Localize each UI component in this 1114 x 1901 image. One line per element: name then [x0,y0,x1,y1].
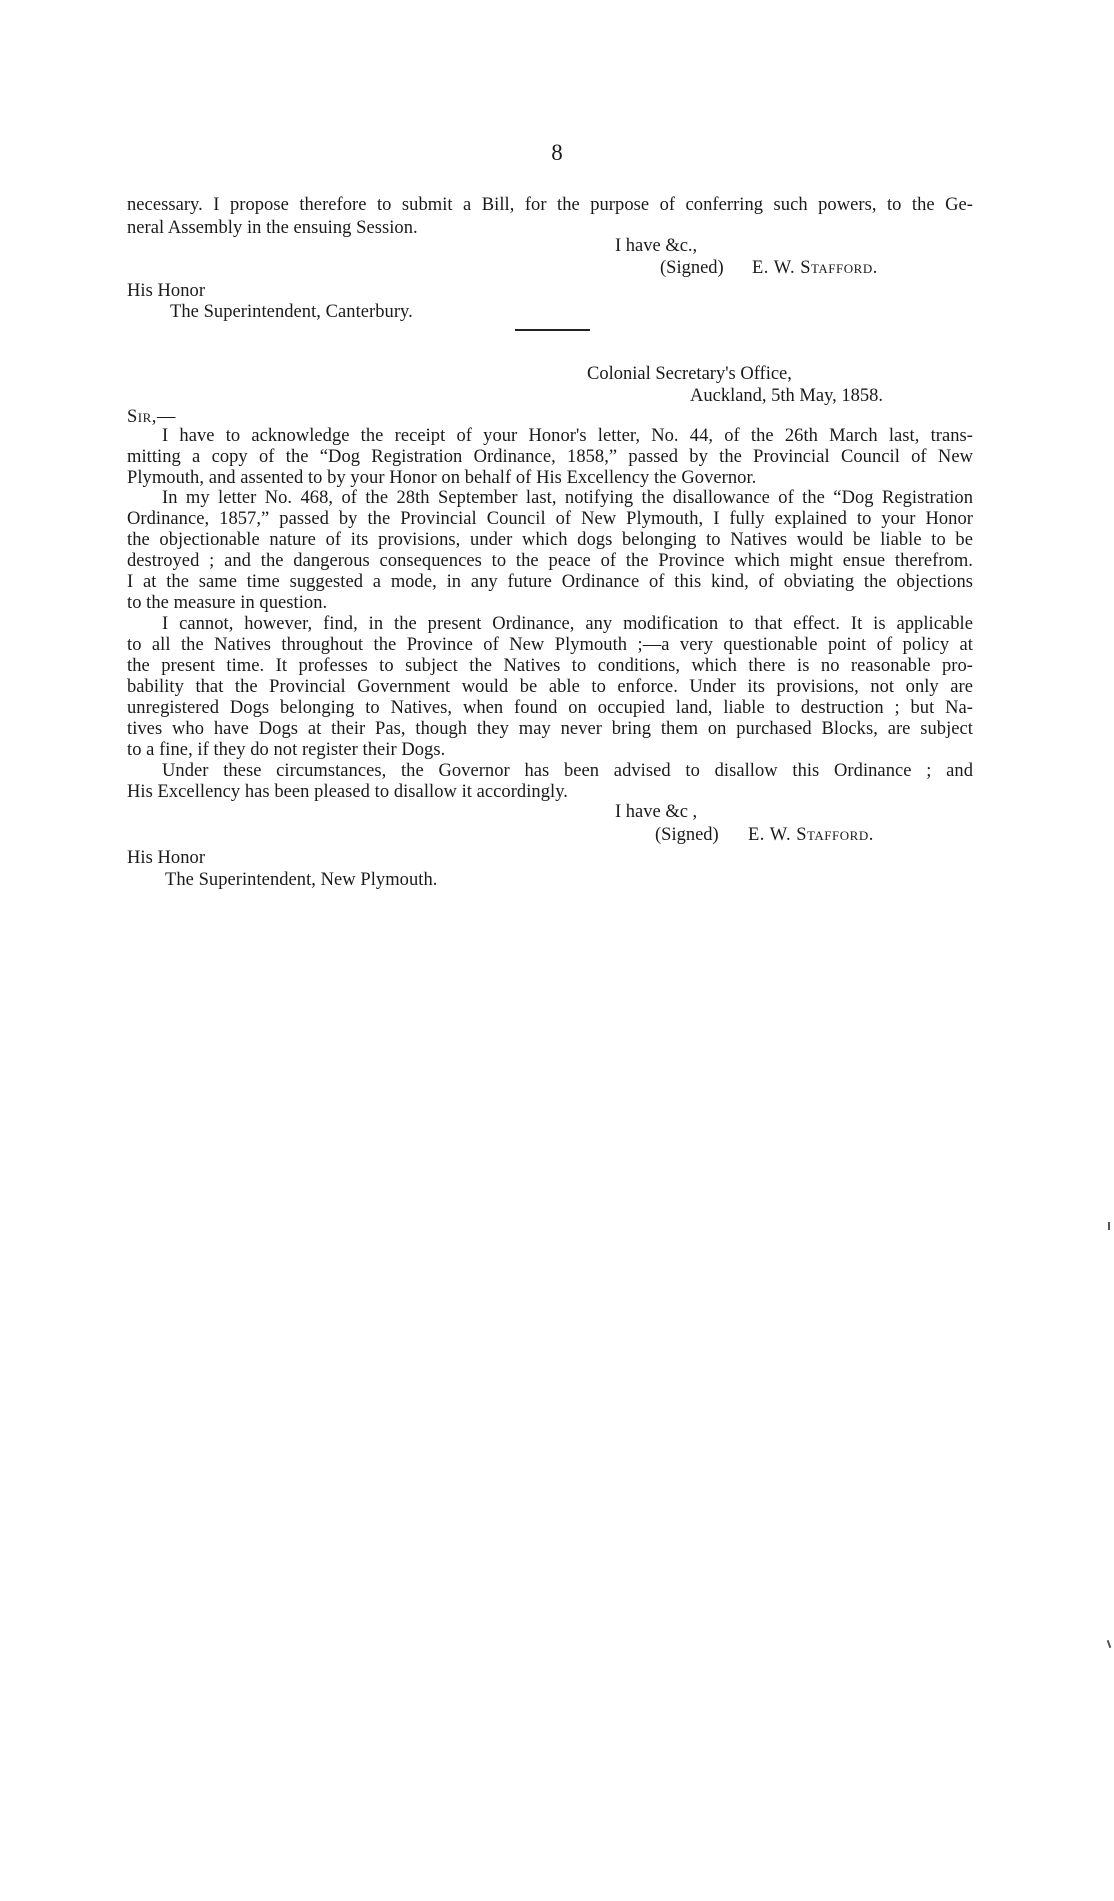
letter2-para3-line: tives who have Dogs at their Pas, though they may never bring them on purchased Blocks, are subject [127,719,973,739]
letter2-para2-line: the objectionable nature of its provisions, under which dogs belonging to Natives would be liable to be [127,530,973,550]
letter2-salutation: Sir,— [127,407,176,427]
letter2-para3-line: bability that the Provincial Government would be able to enforce. Under its provisions, not only are [127,677,973,697]
letter1-body-line: neral Assembly in the ensuing Session. [127,218,418,238]
letter1-addressee-title: His Honor [127,281,206,301]
letter2-addressee: The Superintendent, New Plymouth. [165,870,438,890]
letter2-para2-line: I at the same time suggested a mode, in any future Ordinance of this kind, of obviating the objections [127,572,973,592]
letter2-para2-line: to the measure in question. [127,593,328,613]
letter2-para2-line: destroyed ; and the dangerous consequences to the peace of the Province which might ensue therefrom. [127,551,973,571]
letter2-para3-line: to a fine, if they do not register their Dogs. [127,740,446,760]
letter1-signed-label: (Signed) [660,258,724,278]
letter2-para3-line: I cannot, however, find, in the present Ordinance, any modification to that effect. It is applicable [162,614,973,634]
letter2-para3-line: to all the Natives throughout the Province of New Plymouth ;—a very questionable point of policy at [127,635,973,655]
letter2-addressee-title: His Honor [127,848,206,868]
section-divider [515,329,590,331]
letter1-closing: I have &c., [615,236,698,256]
scan-mark [1108,1222,1110,1230]
letter1-signature: E. W. Stafford. [752,258,878,278]
letter2-para1-line: Plymouth, and assented to by your Honor on behalf of His Excellency the Governor. [127,468,757,488]
letter2-para3-line: the present time. It professes to subject the Natives to conditions, which there is no reasonable pro- [127,656,973,676]
letter1-body-line: necessary. I propose therefore to submit a Bill, for the purpose of conferring such powers, to the Ge- [127,195,973,215]
letter2-para1-line: I have to acknowledge the receipt of your Honor's letter, No. 44, of the 26th March last, trans- [162,426,973,446]
letter2-para1-line: mitting a copy of the “Dog Registration Ordinance, 1858,” passed by the Provincial Council of New [127,447,973,467]
scan-mark [1107,1640,1112,1648]
letter2-para4-line: Under these circumstances, the Governor has been advised to disallow this Ordinance ; and [162,761,973,781]
letter2-office: Colonial Secretary's Office, [587,364,792,384]
letter2-place-date: Auckland, 5th May, 1858. [690,386,884,406]
letter2-para3-line: unregistered Dogs belonging to Natives, when found on occupied land, liable to destruction ; but Na- [127,698,973,718]
letter2-closing: I have &c , [615,802,698,822]
letter2-para2-line: In my letter No. 468, of the 28th September last, notifying the disallowance of the “Dog Registration [162,488,973,508]
page-number: 8 [551,140,563,165]
letter2-signed-label: (Signed) [655,825,719,845]
letter2-para2-line: Ordinance, 1857,” passed by the Provincial Council of New Plymouth, I fully explained to your Honor [127,509,973,529]
letter2-para4-line: His Excellency has been pleased to disallow it accordingly. [127,782,568,802]
letter2-signature: E. W. Stafford. [748,825,874,845]
letter1-addressee: The Superintendent, Canterbury. [170,302,413,322]
